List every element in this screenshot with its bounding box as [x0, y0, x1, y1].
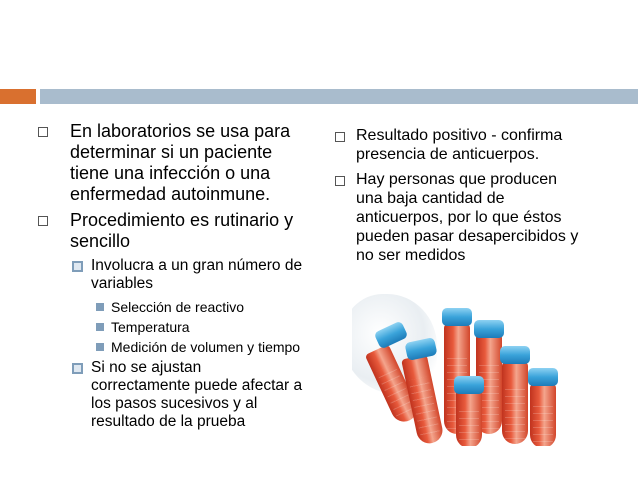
test-tube — [530, 384, 556, 446]
tube-cap — [442, 308, 472, 326]
sub-bullet-item — [34, 359, 304, 431]
sub-bullet-text: Si no se ajustan correctamente puede afectar a los pasos sucesivos y al resultado de la prueba — [91, 359, 303, 430]
sub-sub-bullet-item — [34, 299, 304, 316]
bullet-item — [334, 126, 588, 164]
tube-cap — [474, 320, 504, 338]
sub-sub-bullet-text: Selección de reactivo — [111, 299, 245, 315]
title-accent-bar — [0, 89, 36, 104]
square-bullet-icon — [335, 132, 345, 142]
test-tubes-photo — [352, 294, 567, 446]
square-bullet-icon — [38, 127, 48, 137]
right-column — [334, 126, 588, 271]
tube-cap — [500, 346, 530, 364]
sub-bullet-text: Involucra a un gran número de variables — [91, 257, 303, 292]
filled-square-bullet-icon — [96, 323, 104, 331]
bullet-item — [34, 210, 304, 252]
bullet-text: En laboratorios se usa para determinar si un paciente tiene una infección o una enfermedad autoinmune. — [70, 121, 291, 204]
sub-sub-bullet-text: Temperatura — [111, 319, 190, 335]
sub-bullet-item — [34, 257, 304, 293]
square-bullet-icon — [72, 261, 83, 272]
filled-square-bullet-icon — [96, 303, 104, 311]
bullet-item — [334, 170, 588, 265]
filled-square-bullet-icon — [96, 343, 104, 351]
bullet-text: Resultado positivo - confirma presencia de anticuerpos. — [356, 127, 563, 163]
square-bullet-icon — [72, 363, 83, 374]
sub-sub-bullet-item — [34, 319, 304, 336]
test-tube — [502, 362, 528, 444]
bullet-text: Procedimiento es rutinario y sencillo — [70, 210, 294, 251]
left-column — [34, 121, 304, 437]
sub-sub-bullet-item — [34, 339, 304, 356]
square-bullet-icon — [38, 216, 48, 226]
square-bullet-icon — [335, 176, 345, 186]
tube-cap — [454, 376, 484, 394]
bullet-text: Hay personas que producen una baja cantidad de anticuerpos, por lo que éstos pueden pasar desapercibidos y no ser medidos — [356, 171, 579, 264]
test-tube — [456, 390, 482, 446]
bullet-item — [34, 121, 304, 205]
tube-cap — [528, 368, 558, 386]
sub-sub-bullet-text: Medición de volumen y tiempo — [111, 339, 301, 355]
title-rule-bar — [40, 89, 638, 104]
